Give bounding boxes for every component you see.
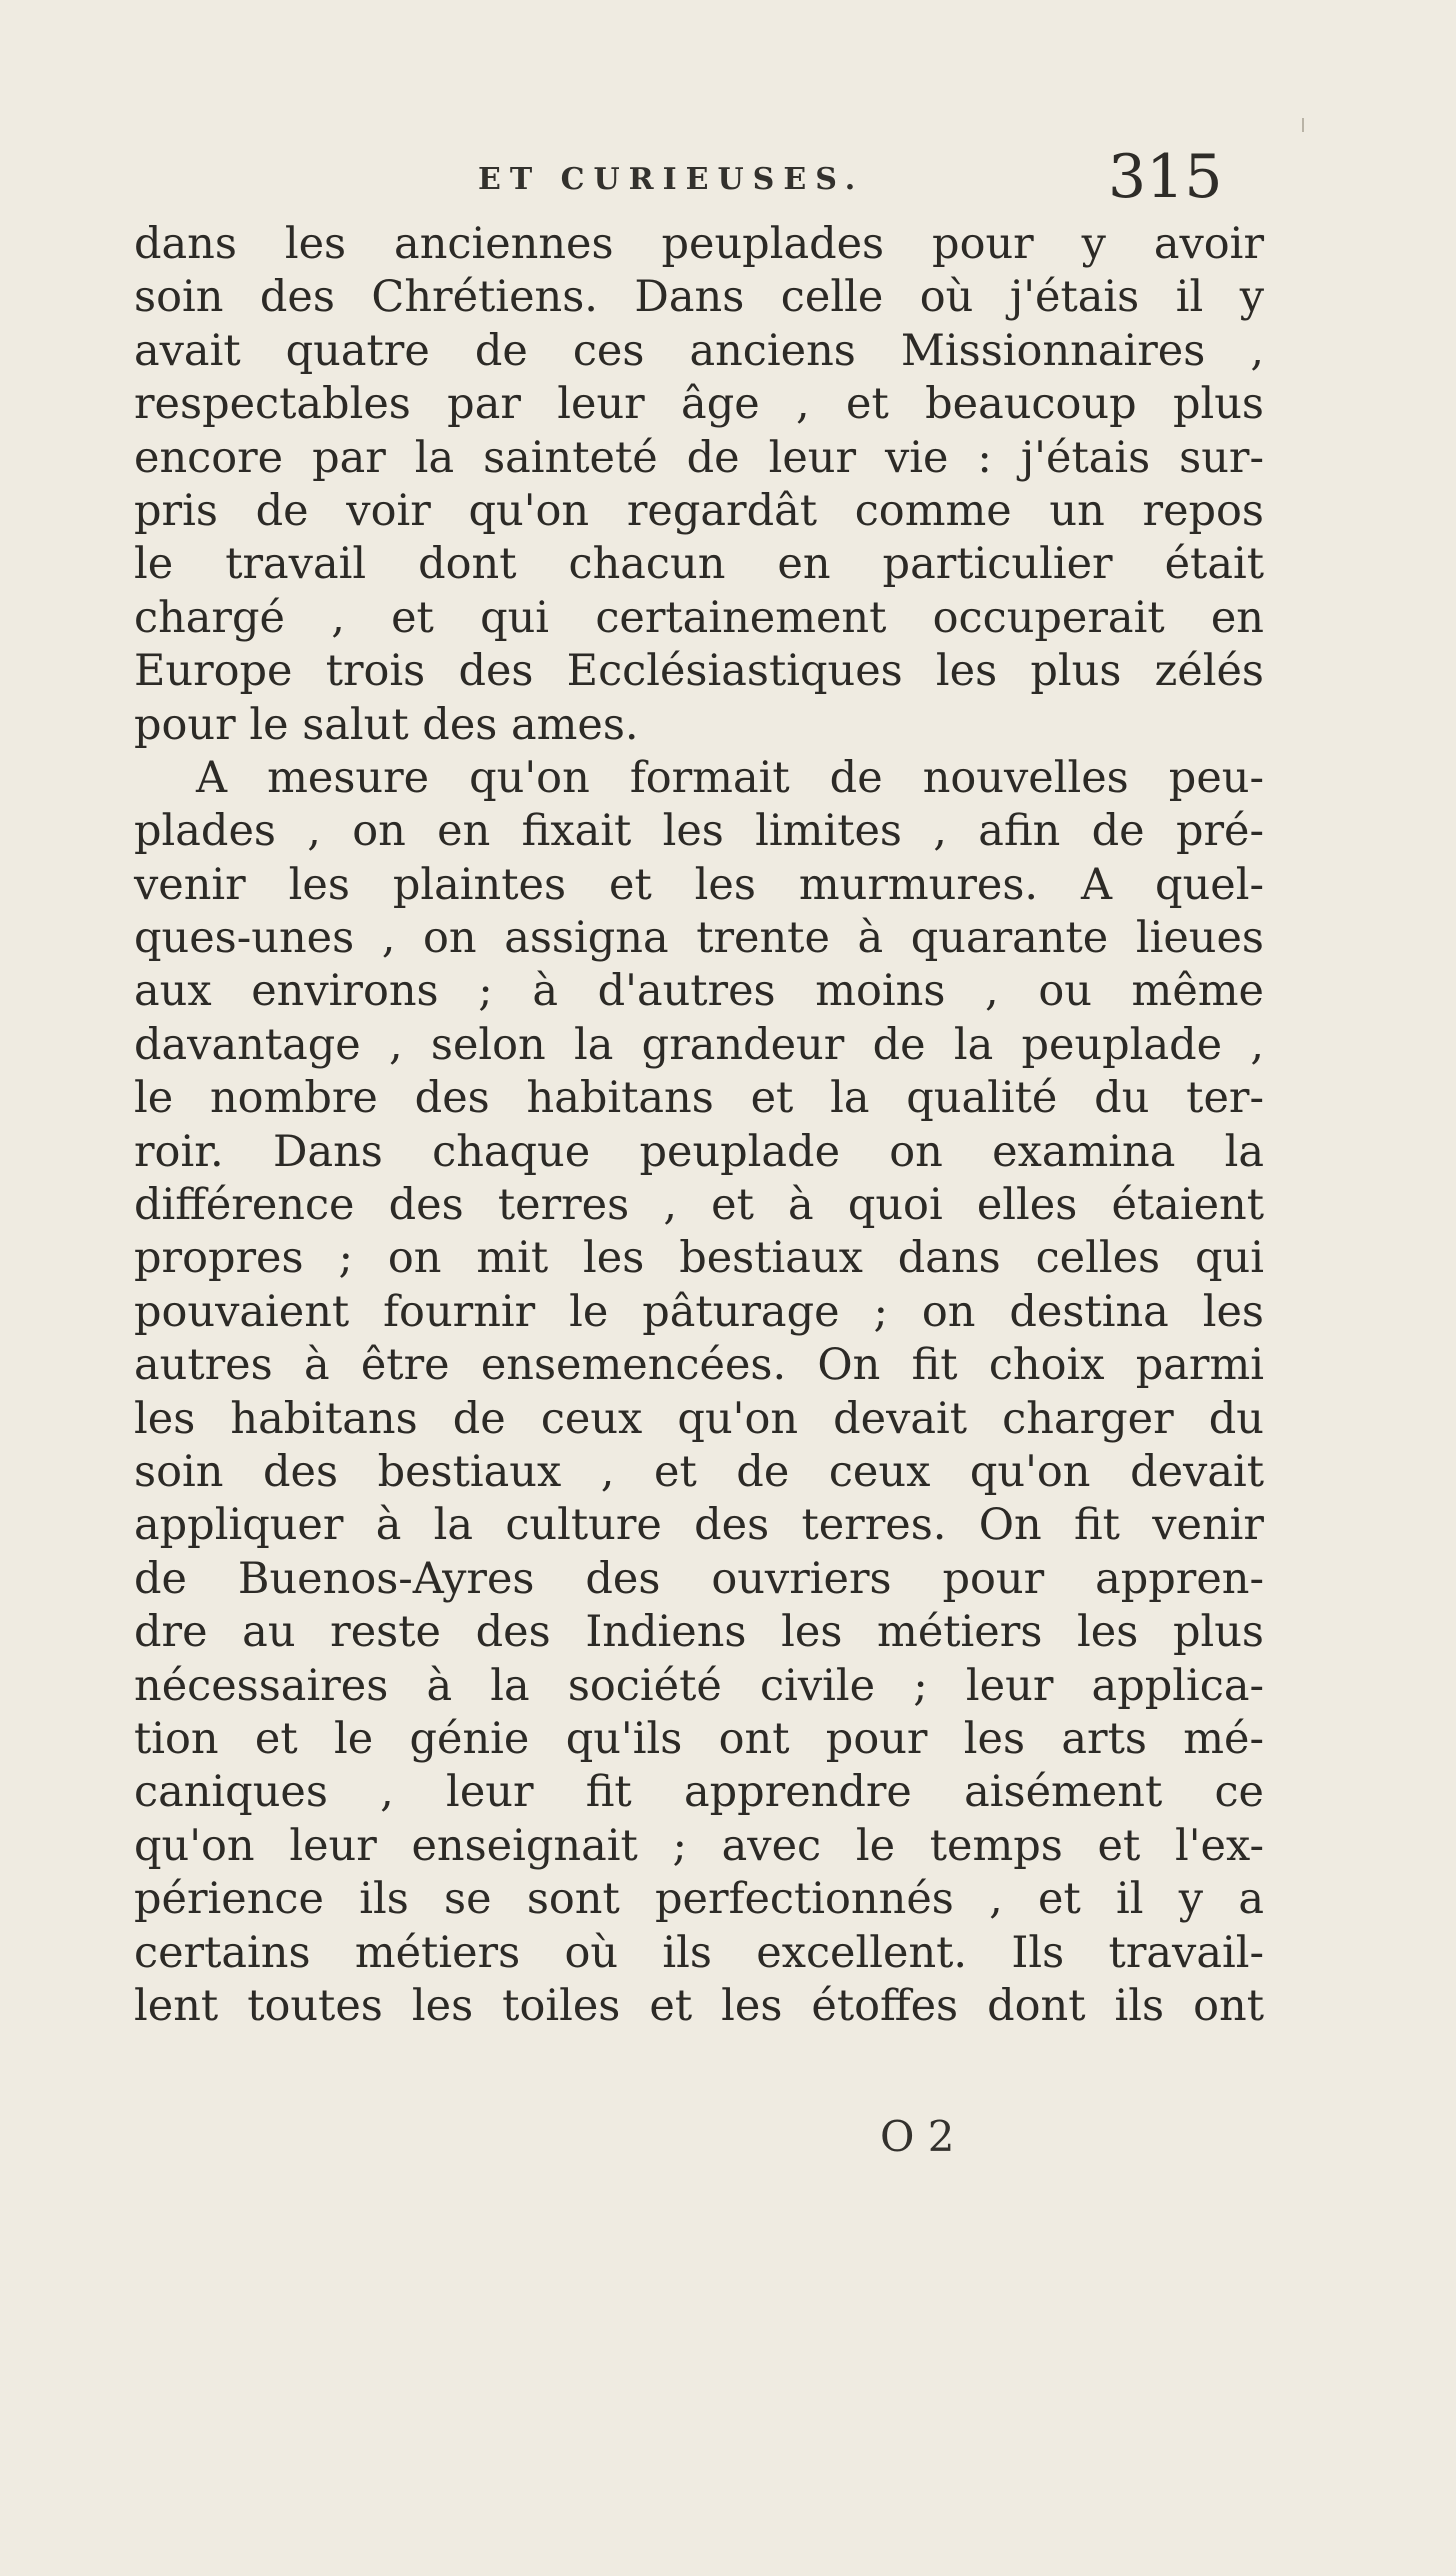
text-line: différence des terres , et à quoi elles étaient bbox=[134, 1180, 1264, 1231]
text-line: certains métiers où ils excellent. Ils travail- bbox=[134, 1927, 1264, 1978]
text-line: périence ils se sont perfectionnés , et il y a bbox=[134, 1874, 1264, 1925]
text-line: soin des Chrétiens. Dans celle où j'étais il y bbox=[134, 272, 1264, 323]
text-line: ques-unes , on assigna trente à quarante lieues bbox=[134, 913, 1264, 964]
text-line: les habitans de ceux qu'on devait charger du bbox=[134, 1393, 1264, 1444]
signature-mark: O 2 bbox=[880, 2112, 955, 2161]
text-line: nécessaires à la société civile ; leur applica- bbox=[134, 1660, 1264, 1711]
text-line: propres ; on mit les bestiaux dans celles qui bbox=[134, 1233, 1264, 1284]
text-line: venir les plaintes et les murmures. A quel- bbox=[134, 859, 1264, 910]
text-line: lent toutes les toiles et les étoffes dont ils ont bbox=[134, 1980, 1264, 2031]
page-number: 315 bbox=[1108, 142, 1223, 212]
text-line: aux environs ; à d'autres moins , ou même bbox=[134, 966, 1264, 1017]
paragraph-end-line: pour le salut des ames. bbox=[134, 699, 639, 750]
text-line: davantage , selon la grandeur de la peuplade , bbox=[134, 1019, 1264, 1070]
text-line: roir. Dans chaque peuplade on examina la bbox=[134, 1126, 1264, 1177]
paragraph-start-line: A mesure qu'on formait de nouvelles peu- bbox=[196, 752, 1264, 803]
text-line: encore par la sainteté de leur vie : j'étais sur- bbox=[134, 432, 1264, 483]
text-line: autres à être ensemencées. On fit choix parmi bbox=[134, 1340, 1264, 1391]
text-line: de Buenos-Ayres des ouvriers pour appren- bbox=[134, 1553, 1264, 1604]
running-head: ET CURIEUSES. bbox=[478, 162, 865, 197]
text-line: chargé , et qui certainement occuperait en bbox=[134, 592, 1264, 643]
text-line: qu'on leur enseignait ; avec le temps et l'ex- bbox=[134, 1820, 1264, 1871]
text-line: le nombre des habitans et la qualité du ter- bbox=[134, 1073, 1264, 1124]
text-line: plades , on en fixait les limites , afin de pré- bbox=[134, 806, 1264, 857]
body-text bbox=[134, 218, 1264, 2033]
text-line: appliquer à la culture des terres. On fit venir bbox=[134, 1500, 1264, 1551]
text-line: le travail dont chacun en particulier était bbox=[134, 539, 1264, 590]
text-line: tion et le génie qu'ils ont pour les arts mé- bbox=[134, 1713, 1264, 1764]
text-line: pouvaient fournir le pâturage ; on destina les bbox=[134, 1286, 1264, 1337]
paper-speck bbox=[1302, 118, 1304, 132]
text-line: dans les anciennes peuplades pour y avoir bbox=[134, 219, 1264, 269]
text-line: respectables par leur âge , et beaucoup plus bbox=[134, 379, 1264, 430]
text-line: soin des bestiaux , et de ceux qu'on devait bbox=[134, 1446, 1264, 1497]
text-line: avait quatre de ces anciens Missionnaires , bbox=[134, 325, 1264, 376]
text-line: caniques , leur fit apprendre aisément ce bbox=[134, 1767, 1264, 1818]
text-line: pris de voir qu'on regardât comme un repos bbox=[134, 485, 1264, 536]
text-line: Europe trois des Ecclésiastiques les plus zélés bbox=[134, 646, 1264, 697]
text-line: dre au reste des Indiens les métiers les plus bbox=[134, 1607, 1264, 1658]
